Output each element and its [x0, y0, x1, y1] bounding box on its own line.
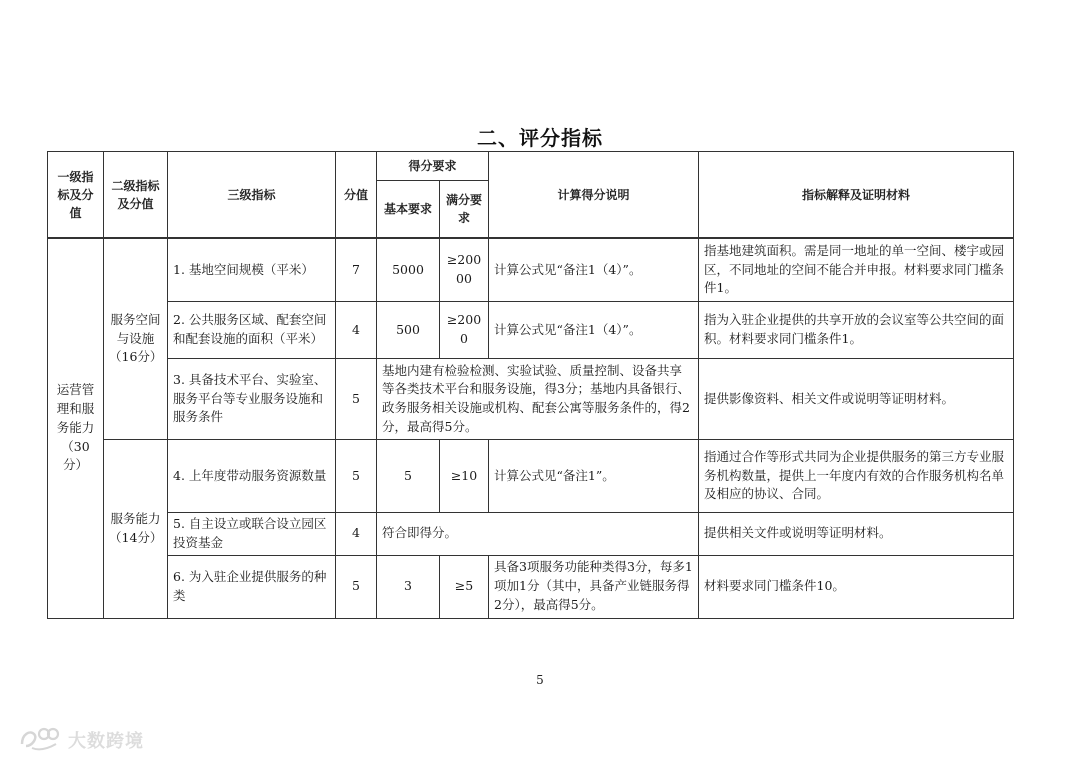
header-score: 分值	[336, 152, 377, 239]
indicator-cell: 4. 上年度带动服务资源数量	[168, 440, 336, 513]
score-cell: 5	[336, 440, 377, 513]
full-cell: ≥10	[440, 440, 489, 513]
level2-cell-service: 服务能力（14分）	[104, 440, 168, 619]
page-title: 二、评分指标	[477, 126, 603, 150]
watermark-logo-icon	[18, 724, 62, 756]
indicator-cell: 6. 为入驻企业提供服务的种类	[168, 555, 336, 618]
score-cell: 5	[336, 359, 377, 440]
table-row	[48, 302, 1014, 359]
explain-cell: 指通过合作等形式共同为企业提供服务的第三方专业服务机构数量，提供上一年度内有效的合作服务机构名单及相应的协议、合同。	[699, 440, 1014, 513]
basic-cell: 500	[377, 302, 440, 359]
score-cell: 5	[336, 555, 377, 618]
table-row	[48, 440, 1014, 513]
score-cell: 7	[336, 238, 377, 302]
page-number: 5	[536, 673, 544, 687]
header-explanation: 指标解释及证明材料	[699, 152, 1014, 239]
table-row	[48, 555, 1014, 618]
explain-cell: 材料要求同门槛条件10。	[699, 555, 1014, 618]
calc-cell: 具备3项服务功能种类得3分，每多1项加1分（其中，具备产业链服务得2分），最高得5分。	[489, 555, 699, 618]
table-row	[48, 359, 1014, 440]
indicator-cell: 3. 具备技术平台、实验室、服务平台等专业服务设施和服务条件	[168, 359, 336, 440]
full-cell: ≥2000	[440, 302, 489, 359]
header-full-score: 满分要求	[440, 181, 489, 239]
header-level3: 三级指标	[168, 152, 336, 239]
basic-cell: 5000	[377, 238, 440, 302]
calc-cell: 计算公式见“备注1（4）”。	[489, 238, 699, 302]
basic-cell: 3	[377, 555, 440, 618]
indicator-cell: 2. 公共服务区域、配套空间和配套设施的面积（平米）	[168, 302, 336, 359]
header-calc-note: 计算得分说明	[489, 152, 699, 239]
full-cell: ≥5	[440, 555, 489, 618]
explain-cell: 提供相关文件或说明等证明材料。	[699, 513, 1014, 556]
explain-cell: 指为入驻企业提供的共享开放的会议室等公共空间的面积。材料要求同门槛条件1。	[699, 302, 1014, 359]
explain-cell: 指基地建筑面积。需是同一地址的单一空间、楼宇或园区，不同地址的空间不能合并申报。材料要求同门槛条件1。	[699, 238, 1014, 302]
calc-cell: 计算公式见“备注1”。	[489, 440, 699, 513]
header-requirement-group: 得分要求	[377, 152, 489, 181]
header-level2: 二级指标及分值	[104, 152, 168, 239]
indicator-cell: 5. 自主设立或联合设立园区投资基金	[168, 513, 336, 556]
table-row	[48, 513, 1014, 556]
merged-requirement-cell: 符合即得分。	[377, 513, 699, 556]
basic-cell: 5	[377, 440, 440, 513]
score-cell: 4	[336, 302, 377, 359]
full-cell: ≥20000	[440, 238, 489, 302]
indicator-cell: 1. 基地空间规模（平米）	[168, 238, 336, 302]
merged-requirement-cell: 基地内建有检验检测、实验试验、质量控制、设备共享等各类技术平台和服务设施，得3分；基地内具备银行、政务服务相关设施或机构、配套公寓等服务条件的，得2分，最高得5分。	[377, 359, 699, 440]
table-row	[48, 238, 1014, 302]
scoring-table	[47, 151, 1014, 619]
level1-cell: 运营管理和服务能力（30分）	[48, 238, 104, 618]
watermark-text: 大数跨境	[68, 731, 144, 752]
watermark	[18, 724, 144, 756]
calc-cell: 计算公式见“备注1（4）”。	[489, 302, 699, 359]
explain-cell: 提供影像资料、相关文件或说明等证明材料。	[699, 359, 1014, 440]
score-cell: 4	[336, 513, 377, 556]
header-level1: 一级指标及分值	[48, 152, 104, 239]
header-basic-requirement: 基本要求	[377, 181, 440, 239]
level2-cell-space: 服务空间与设施（16分）	[104, 238, 168, 440]
